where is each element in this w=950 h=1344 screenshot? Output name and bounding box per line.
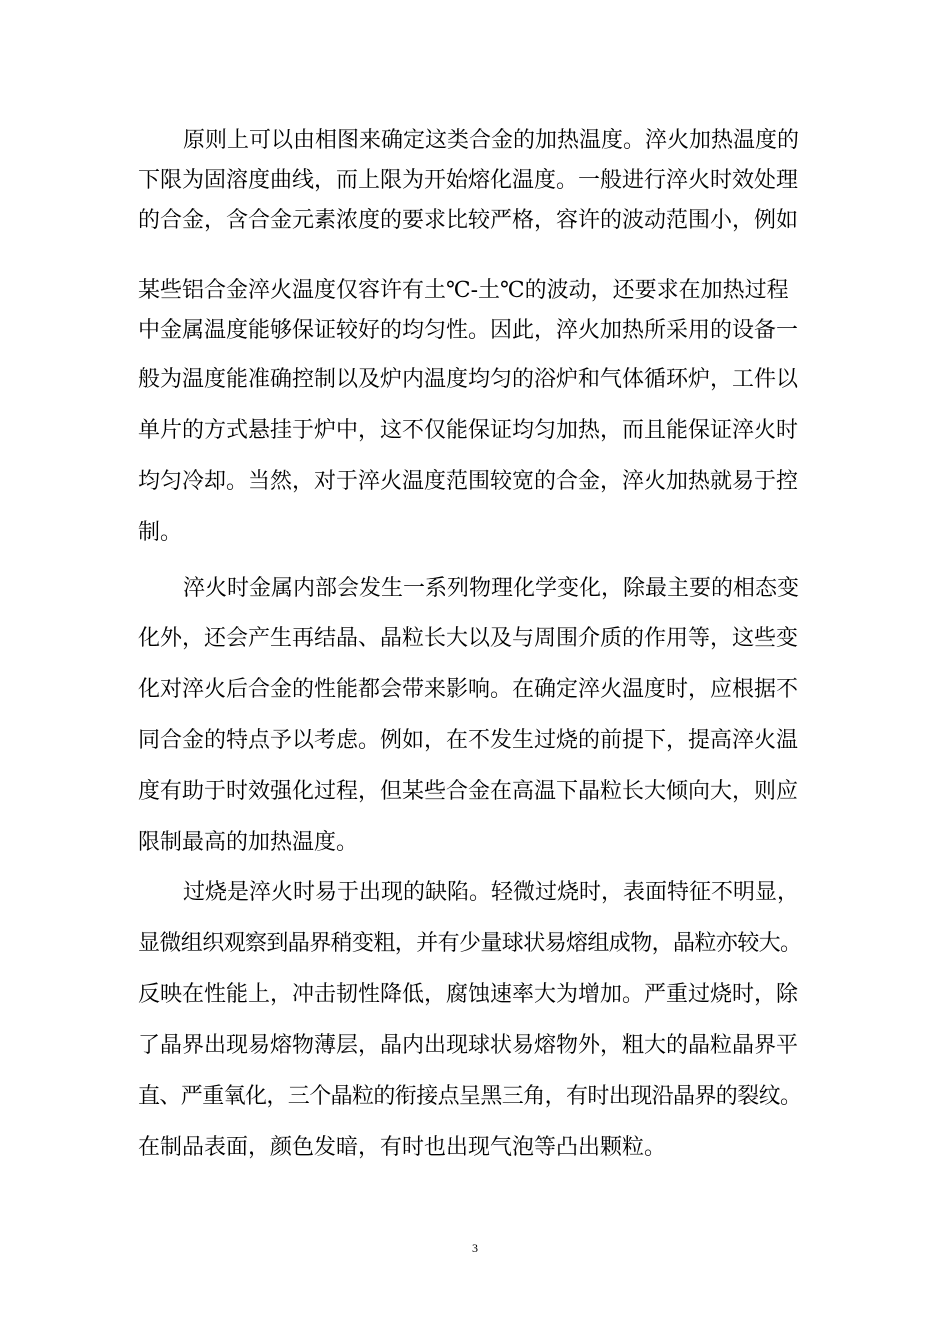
paragraph-1-line-9: 制。: [138, 520, 183, 545]
paragraph-1-line-7: 单片的方式悬挂于炉中，这不仅能保证均匀加热，而且能保证淬火时: [138, 418, 799, 443]
paragraph-2-line-2: 化外，还会产生再结晶、晶粒长大以及与周围介质的作用等，这些变: [138, 626, 799, 651]
paragraph-1-line-3: 的合金，含合金元素浓度的要求比较严格，容许的波动范围小，例如: [138, 208, 799, 233]
paragraph-2-line-6: 限制最高的加热温度。: [138, 830, 359, 855]
paragraph-1-line-5: 中金属温度能够保证较好的均匀性。因此，淬火加热所采用的设备一: [138, 318, 799, 343]
paragraph-3-line-6: 在制品表面，颜色发暗，有时也出现气泡等凸出颗粒。: [138, 1135, 667, 1160]
paragraph-1-line-1: 原则上可以由相图来确定这类合金的加热温度。淬火加热温度的: [183, 128, 800, 153]
paragraph-2-line-4: 同合金的特点予以考虑。例如，在不发生过烧的前提下，提高淬火温: [138, 728, 799, 753]
paragraph-2-line-5: 度有助于时效强化过程，但某些合金在高温下晶粒长大倾向大，则应: [138, 779, 799, 804]
paragraph-1-line-6: 般为温度能准确控制以及炉内温度均匀的浴炉和气体循环炉，工件以: [138, 367, 799, 392]
page-number: 3: [472, 1241, 478, 1255]
paragraph-1-line-4: 某些铝合金淬火温度仅容许有土℃-土℃的波动，还要求在加热过程: [138, 278, 789, 303]
paragraph-3-line-5: 直、严重氧化，三个晶粒的衔接点呈黑三角，有时出现沿晶界的裂纹。: [138, 1084, 802, 1109]
paragraph-3-line-2: 显微组织观察到晶界稍变粗，并有少量球状易熔组成物，晶粒亦较大。: [138, 931, 802, 956]
paragraph-2-line-1: 淬火时金属内部会发生一系列物理化学变化，除最主要的相态变: [183, 576, 800, 601]
paragraph-3-line-1: 过烧是淬火时易于出现的缺陷。轻微过烧时，表面特征不明显，: [183, 880, 800, 905]
paragraph-2-line-3: 化对淬火后合金的性能都会带来影响。在确定淬火温度时，应根据不: [138, 677, 799, 702]
paragraph-3-line-3: 反映在性能上，冲击韧性降低，腐蚀速率大为增加。严重过烧时，除: [138, 982, 799, 1007]
paragraph-3-line-4: 了晶界出现易熔物薄层，晶内出现球状易熔物外，粗大的晶粒晶界平: [138, 1033, 799, 1058]
paragraph-1-line-8: 均匀冷却。当然，对于淬火温度范围较宽的合金，淬火加热就易于控: [138, 469, 799, 494]
paragraph-1-line-2: 下限为固溶度曲线，而上限为开始熔化温度。一般进行淬火时效处理: [138, 168, 799, 193]
